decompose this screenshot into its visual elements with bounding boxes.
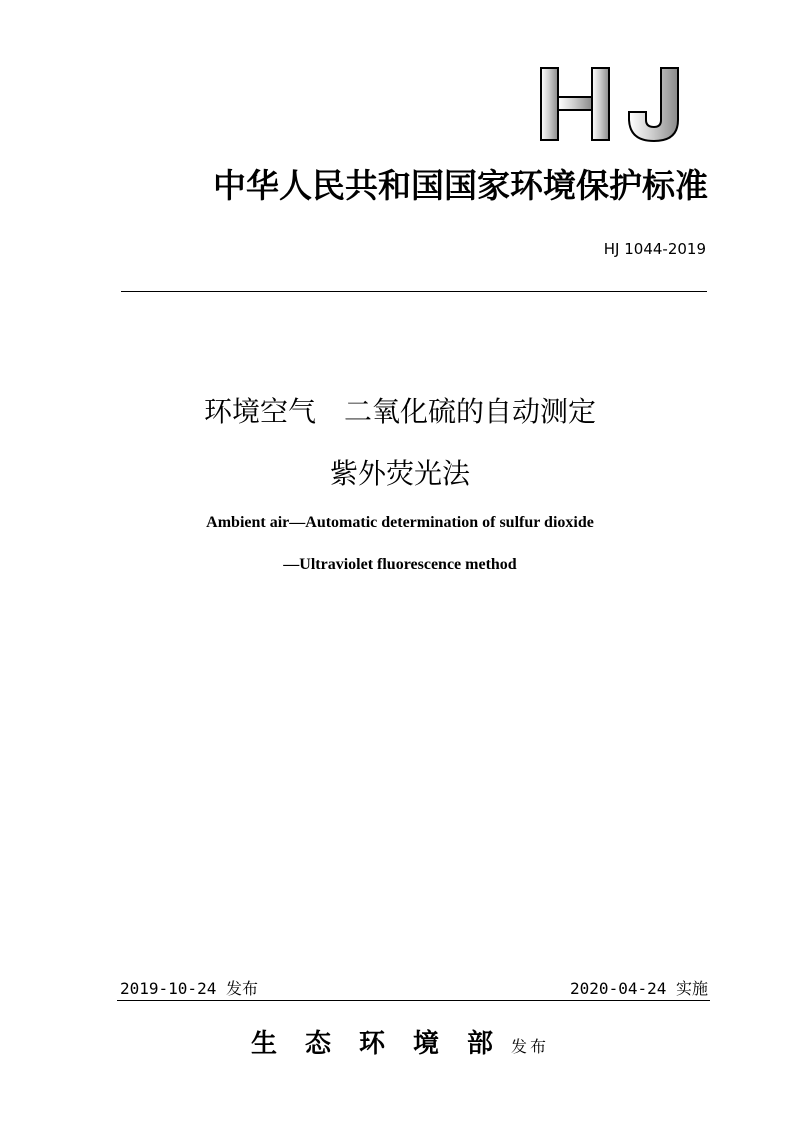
hj-logo [535, 64, 685, 144]
issuer-suffix: 发布 [511, 1037, 550, 1056]
title-cn-line-2: 紫外荧光法 [329, 457, 470, 490]
standard-number: HJ 1044-2019 [603, 240, 706, 258]
effective-date: 2020-04-24 实施 [570, 979, 708, 998]
header-divider [121, 291, 707, 292]
issuer-row [0, 1023, 800, 1060]
title-cn-line-1: 环境空气 二氧化硫的自动测定 [203, 395, 596, 428]
issuer-name: 生态环境部 [250, 1029, 521, 1059]
issue-date: 2019-10-24 发布 [120, 979, 258, 998]
footer-divider [117, 1000, 710, 1001]
org-title: 中华人民共和国国家环境保护标准 [213, 166, 708, 205]
logo-letter-h [541, 68, 609, 140]
title-en-line-1: Ambient air—Automatic determination of sulfur dioxide [206, 514, 594, 531]
title-en-line-2: —Ultraviolet fluorescence method [283, 556, 517, 573]
logo-letter-j [629, 68, 678, 141]
